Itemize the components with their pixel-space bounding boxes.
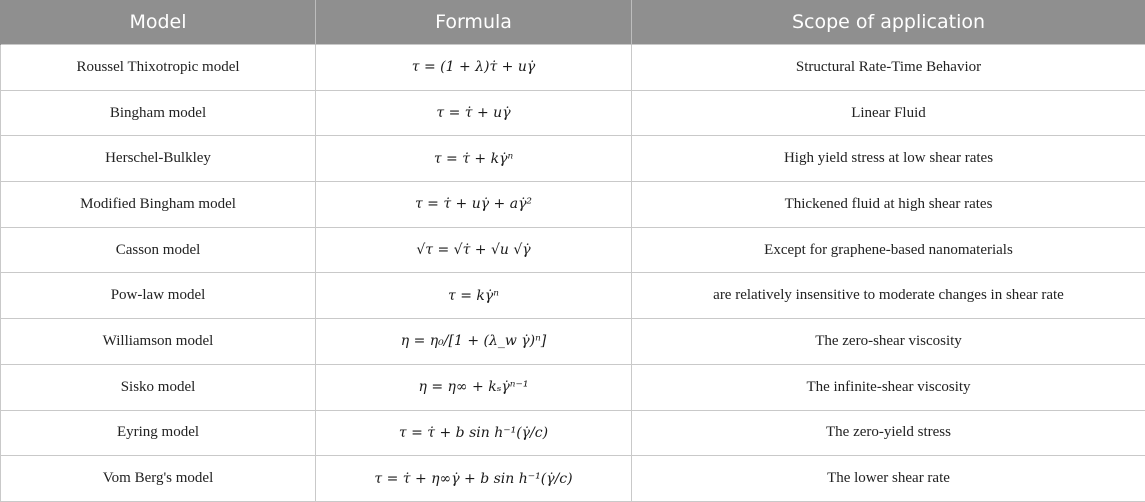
formula-cell: τ = (1 + λ)τ̇ + uγ̇	[316, 45, 632, 91]
table-row	[1, 227, 1145, 273]
scope-cell: The lower shear rate	[632, 456, 1145, 502]
table-row	[1, 136, 1145, 182]
scope-cell: Thickened fluid at high shear rates	[632, 182, 1145, 228]
scope-cell: The zero-shear viscosity	[632, 319, 1145, 365]
header-model: Model	[1, 0, 316, 45]
scope-cell: High yield stress at low shear rates	[632, 136, 1145, 182]
scope-cell: The infinite-shear viscosity	[632, 364, 1145, 410]
model-cell: Casson model	[1, 227, 316, 273]
scope-cell: Linear Fluid	[632, 90, 1145, 136]
model-cell: Vom Berg's model	[1, 456, 316, 502]
table-row	[1, 319, 1145, 365]
table-row	[1, 45, 1145, 91]
formula-cell: η = η₀/[1 + (λ_w γ̇)ⁿ]	[316, 319, 632, 365]
formula-cell: √τ = √τ̇ + √u √γ̇	[316, 227, 632, 273]
formula-cell: τ = τ̇ + kγ̇ⁿ	[316, 136, 632, 182]
model-cell: Sisko model	[1, 364, 316, 410]
model-cell: Modified Bingham model	[1, 182, 316, 228]
formula-cell: τ = τ̇ + uγ̇	[316, 90, 632, 136]
table-row	[1, 182, 1145, 228]
scope-cell: are relatively insensitive to moderate changes in shear rate	[632, 273, 1145, 319]
formula-cell: τ = τ̇ + b sin h⁻¹(γ̇/c)	[316, 410, 632, 456]
model-cell: Williamson model	[1, 319, 316, 365]
formula-cell: τ = τ̇ + η∞γ̇ + b sin h⁻¹(γ̇/c)	[316, 456, 632, 502]
table-row	[1, 273, 1145, 319]
model-cell: Bingham model	[1, 90, 316, 136]
table-body	[1, 45, 1145, 502]
model-cell: Eyring model	[1, 410, 316, 456]
formula-cell: η = η∞ + kₛγ̇ⁿ⁻¹	[316, 364, 632, 410]
formula-cell: τ = τ̇ + uγ̇ + aγ̇²	[316, 182, 632, 228]
table-row	[1, 364, 1145, 410]
header-formula: Formula	[316, 0, 632, 45]
table-row	[1, 90, 1145, 136]
scope-cell: Structural Rate-Time Behavior	[632, 45, 1145, 91]
scope-cell: The zero-yield stress	[632, 410, 1145, 456]
header-row	[1, 0, 1145, 45]
table-row	[1, 410, 1145, 456]
formula-cell: τ = kγ̇ⁿ	[316, 273, 632, 319]
table-header	[1, 0, 1145, 45]
table-row	[1, 456, 1145, 502]
model-cell: Herschel-Bulkley	[1, 136, 316, 182]
scope-cell: Except for graphene-based nanomaterials	[632, 227, 1145, 273]
header-scope: Scope of application	[632, 0, 1145, 45]
model-cell: Pow-law model	[1, 273, 316, 319]
model-cell: Roussel Thixotropic model	[1, 45, 316, 91]
